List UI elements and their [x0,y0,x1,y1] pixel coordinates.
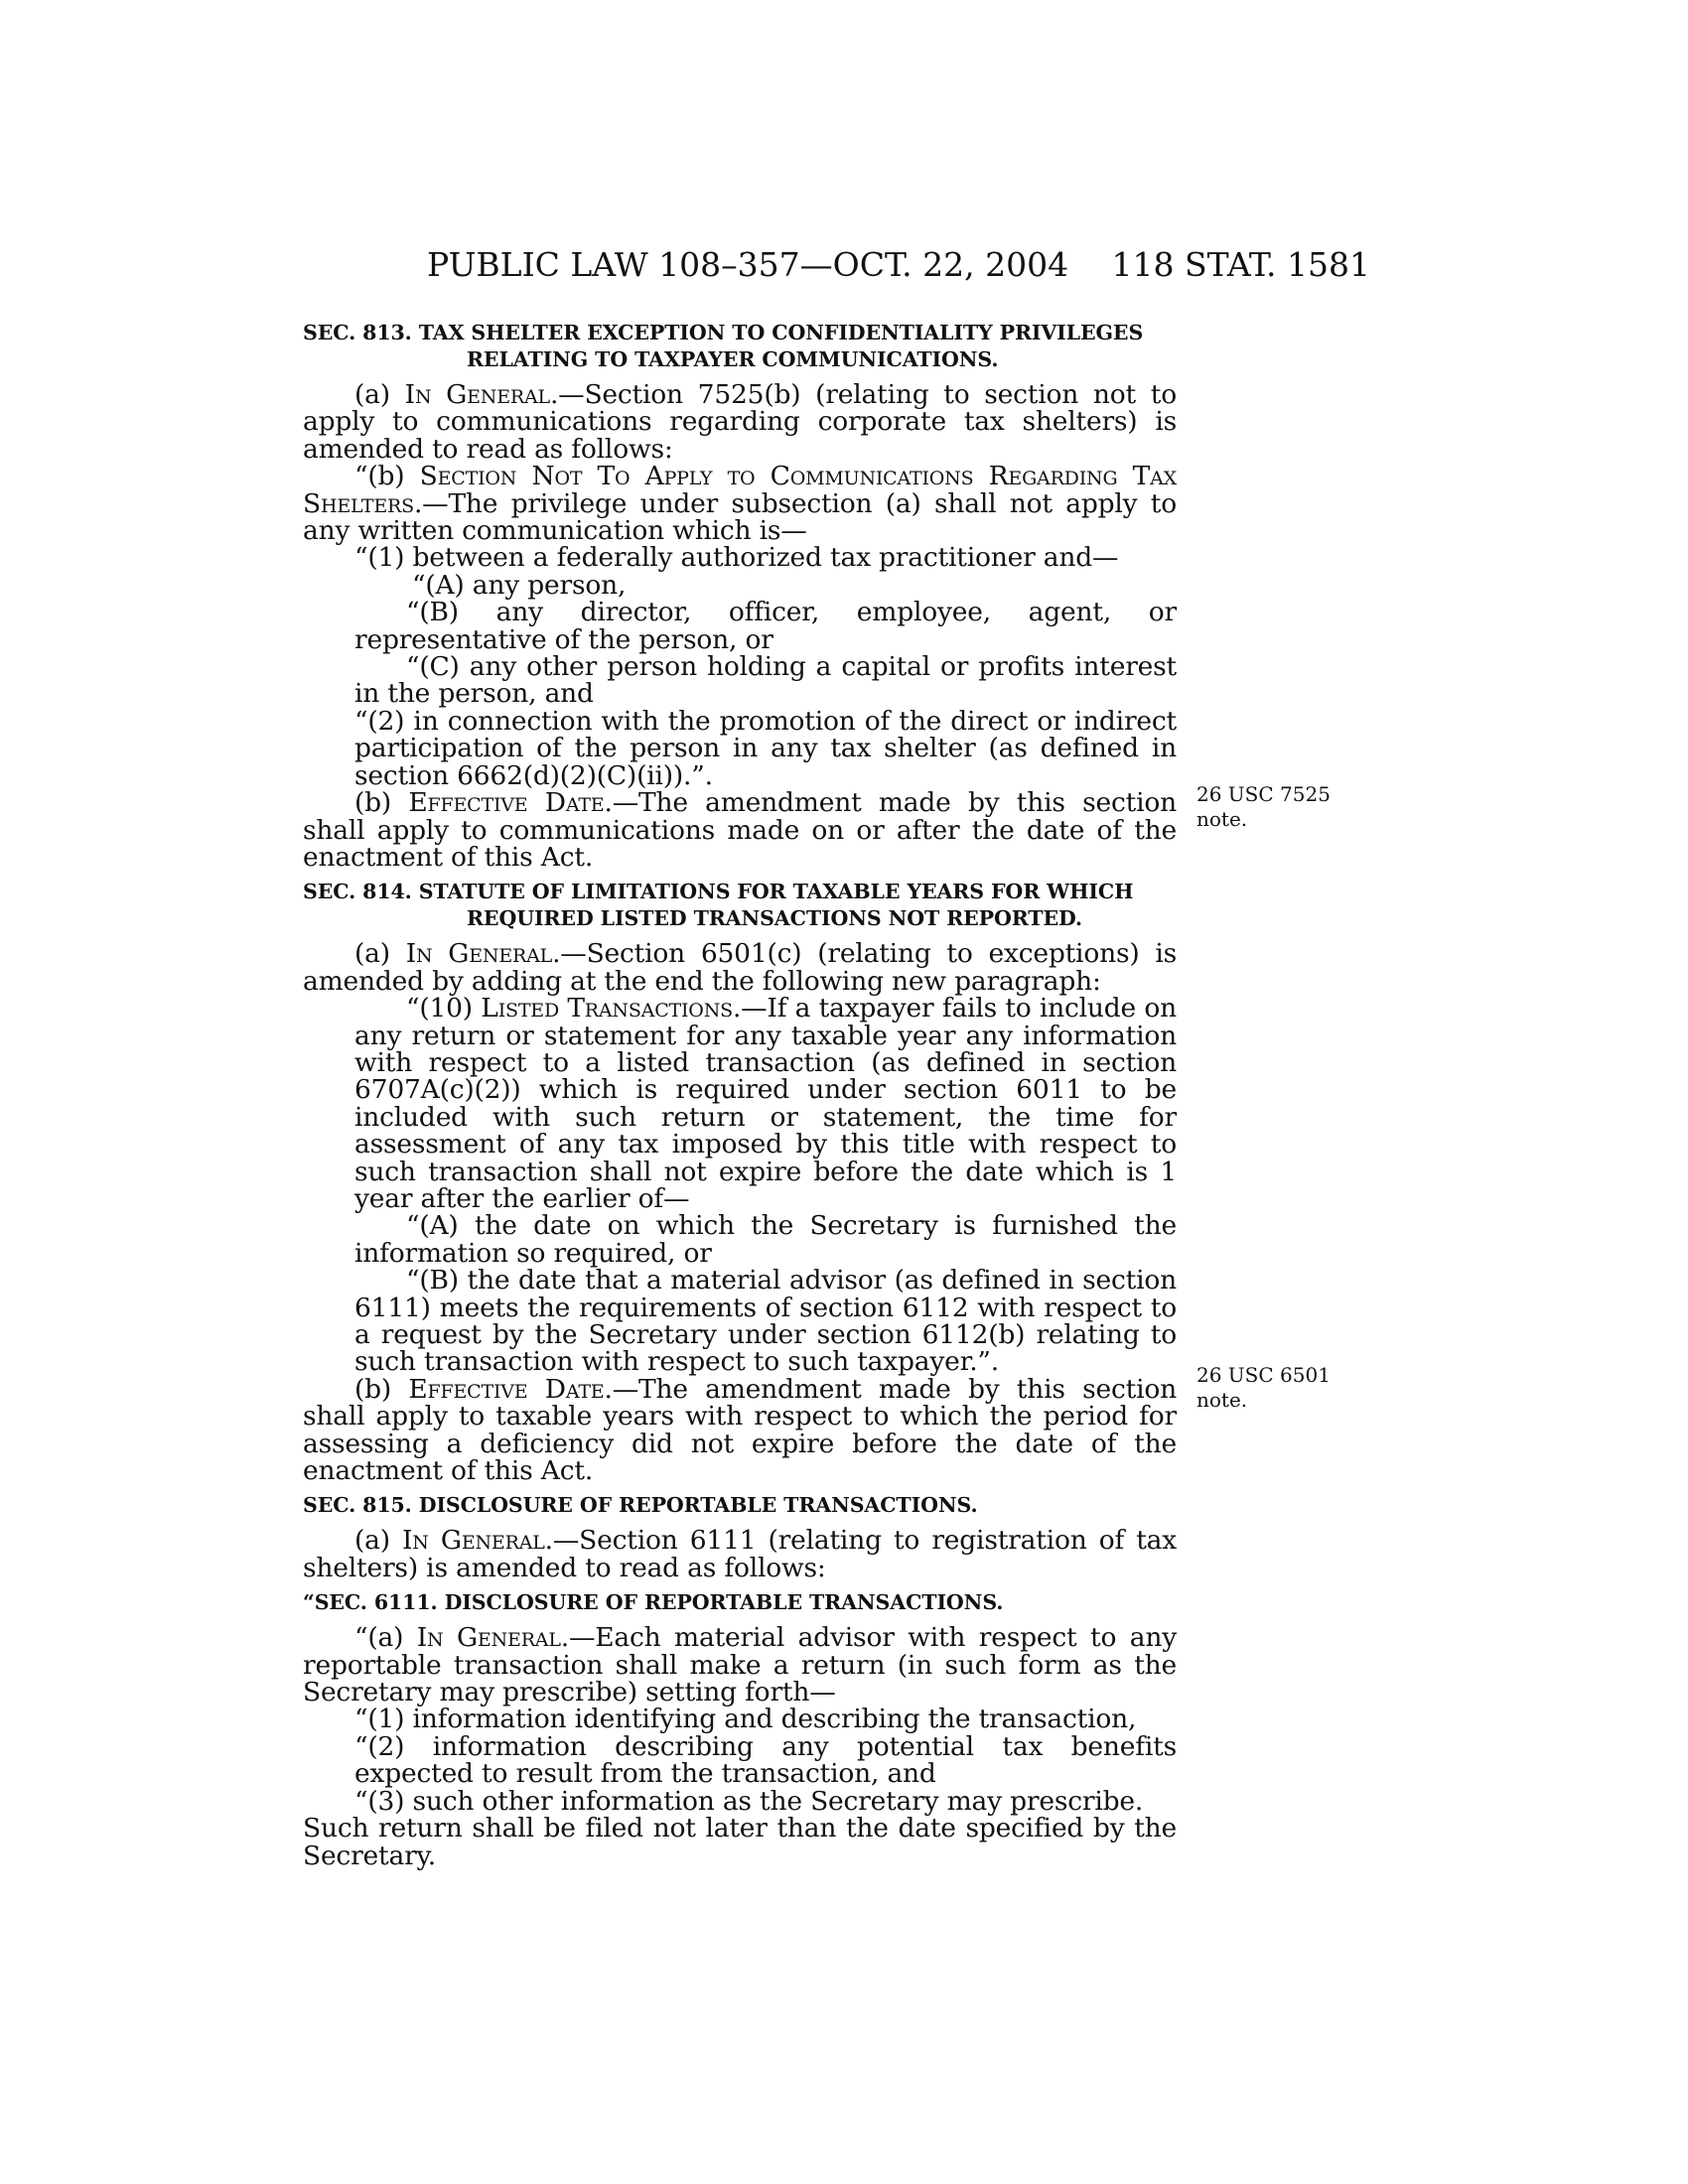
public-law-citation: PUBLIC LAW 108–357—OCT. 22, 2004 [427,245,1069,284]
sec-814-subparagraph-a: “(A) the date on which the Secretary is furnished the information so required, or [354,1210,1177,1269]
sec-813-paragraph-2: “(2) in connection with the promotion of the direct or indirect participation of the person in any tax shelter (as defined in section 6662(d)(2)(C)(ii)).”. [354,705,1177,791]
sec-6111-heading: “SEC. 6111. DISCLOSURE OF REPORTABLE TRANSACTIONS. [303,1590,1004,1615]
sec-813-subsection-a: (a) In General.—Section 7525(b) (relating to section not to apply to communications regarding corporate tax shelters) is amended to read as follows: [303,379,1177,465]
document-body [303,320,1177,1869]
sec-6111-paragraph-2: “(2) information describing any potential tax benefits expected to result from the transaction, and [354,1730,1177,1790]
sec-814-effective-date: (b) Effective Date.—The amendment made by this section shall apply to taxable years with respect to which the period for assessing a deficiency did not expire before the date of the enactment of this Act. [303,1373,1177,1487]
sec-6111-paragraph-1: “(1) information identifying and describing the transaction, [354,1704,1137,1735]
sec-815-heading: SEC. 815. DISCLOSURE OF REPORTABLE TRANSACTIONS. [303,1493,978,1518]
margin-note-6501: 26 USC 6501 note. [1196,1363,1331,1412]
sec-813-subparagraph-c: “(C) any other person holding a capital or profits interest in the person, and [354,651,1177,710]
sec-813-heading: SEC. 813. TAX SHELTER EXCEPTION TO CONFIDENTIALITY PRIVILEGES RELATING TO TAXPAYER COMMUNICATIONS. [303,321,1144,371]
statute-page-number: 118 STAT. 1581 [1111,245,1370,284]
sec-813-amended-subsection-b: “(b) Section Not To Apply to Communications Regarding Tax Shelters.—The privilege under subsection (a) shall not apply to any written communication which is— [303,461,1177,547]
sec-814-heading: SEC. 814. STATUTE OF LIMITATIONS FOR TAXABLE YEARS FOR WHICH REQUIRED LISTED TRANSACTIONS NOT REPORTED. [303,880,1134,931]
sec-813-paragraph-1: “(1) between a federally authorized tax practitioner and— [354,542,1119,574]
sec-814-paragraph-10: “(10) Listed Transactions.—If a taxpayer fails to include on any return or statement for any taxable year any information with respect to a listed transaction (as defined in section 6707A(c)(2)) which is required under section 6011 to be included with such return or statement, the time for assessment of any tax imposed by this title with respect to such transaction shall not expire before the date which is 1 year after the earlier of— [354,993,1178,1214]
sec-6111-closing: Such return shall be filed not later than the date specified by the Secretary. [303,1813,1177,1871]
sec-814-subparagraph-b: “(B) the date that a material advisor (as defined in section 6111) meets the requirements of section 6112 with respect to a request by the Secretary under section 6112(b) relating to such transaction with respect to such taxpayer.”. [354,1265,1177,1378]
margin-note-7525: 26 USC 7525 note. [1196,782,1331,831]
sec-6111-subsection-a: “(a) In General.—Each material advisor with respect to any reportable transaction shall make a return (in such form as the Secretary may prescribe) setting forth— [303,1622,1177,1708]
sec-813-subparagraph-b: “(B) any director, officer, employee, agent, or representative of the person, or [354,597,1177,655]
sec-815-subsection-a: (a) In General.—Section 6111 (relating to registration of tax shelters) is amended to read as follows: [303,1525,1178,1583]
sec-813-effective-date: (b) Effective Date.—The amendment made by this section shall apply to communications made on or after the date of the enactment of this Act. [303,787,1177,873]
sec-813-subparagraph-a: “(A) any person, [412,569,627,601]
sec-6111-paragraph-3: “(3) such other information as the Secretary may prescribe. [354,1785,1144,1817]
sec-814-subsection-a: (a) In General.—Section 6501(c) (relating to exceptions) is amended by adding at the end the following new paragraph: [303,938,1177,997]
